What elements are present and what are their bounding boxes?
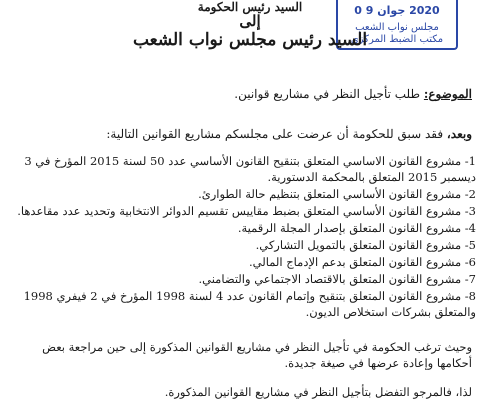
bill-item: 8- مشروع القانون المتعلق بتنقيح وإتمام القانون عدد 4 لسنة 1998 المؤرخ في 2 فيفري 1998 والمتعلق بشركات استخلاص الديون.	[23, 289, 476, 319]
intro-text: فقد سبق للحكومة أن عرضت على مجلسكم مشاريع القوانين التالية:	[106, 127, 447, 141]
bill-item: 3- مشروع القانون الأساسي المتعلق بضبط مقاييس تقسيم الدوائر الانتخابية وتحديد عدد مقاعدها.	[17, 204, 476, 218]
sender-title: السيد رئيس الحكومة	[197, 0, 303, 14]
subject-label: الموضوع:	[423, 87, 472, 101]
bill-item: 6- مشروع القانون المتعلق بدعم الإدماج المالي.	[248, 255, 476, 269]
stamp-institution: مجلس نواب الشعب	[355, 22, 439, 33]
recipient-title: السيد رئيس مجلس نواب الشعب	[132, 30, 368, 50]
addressed-to: إلى	[239, 12, 261, 30]
bill-item: 5- مشروع القانون المتعلق بالتمويل التشاركي.	[255, 238, 476, 252]
intro-paragraph	[12, 127, 472, 141]
stamp-office: مكتب الضبط المركزي	[350, 34, 444, 45]
subject-line	[12, 87, 472, 101]
bill-item: 4- مشروع القانون المتعلق بإصدار المجلة الرقمية.	[237, 221, 476, 235]
bills-list	[6, 153, 476, 321]
subject-text: طلب تأجيل النظر في مشاريع قوانين.	[234, 87, 424, 101]
bill-item: 2- مشروع القانون الأساسي المتعلق بتنظيم حالة الطوارئ.	[198, 187, 476, 201]
intro-label: وبعد،	[446, 127, 472, 141]
closing-paragraph: وحيث ترغب الحكومة في تأجيل النظر في مشاريع القوانين المذكورة إلى حين مراجعة بعض أحكامها وإعادة عرضها في صيغة جديدة.	[42, 340, 472, 370]
bill-item: 7- مشروع القانون المتعلق بالاقتصاد الاجتماعي والتضامني.	[198, 272, 476, 286]
request-paragraph: لذا، فالمرجو التفضل بتأجيل النظر في مشاريع القوانين المذكورة.	[164, 385, 472, 399]
bill-item: 1- مشروع القانون الاساسي المتعلق بتنقيح القانون الأساسي عدد 50 لسنة 2015 المؤرخ في 3 ديسمبر 2015 المتعلق بالمحكمة الدستورية.	[24, 154, 476, 184]
stamp-date: 2020 جوان 9 0	[354, 4, 440, 17]
